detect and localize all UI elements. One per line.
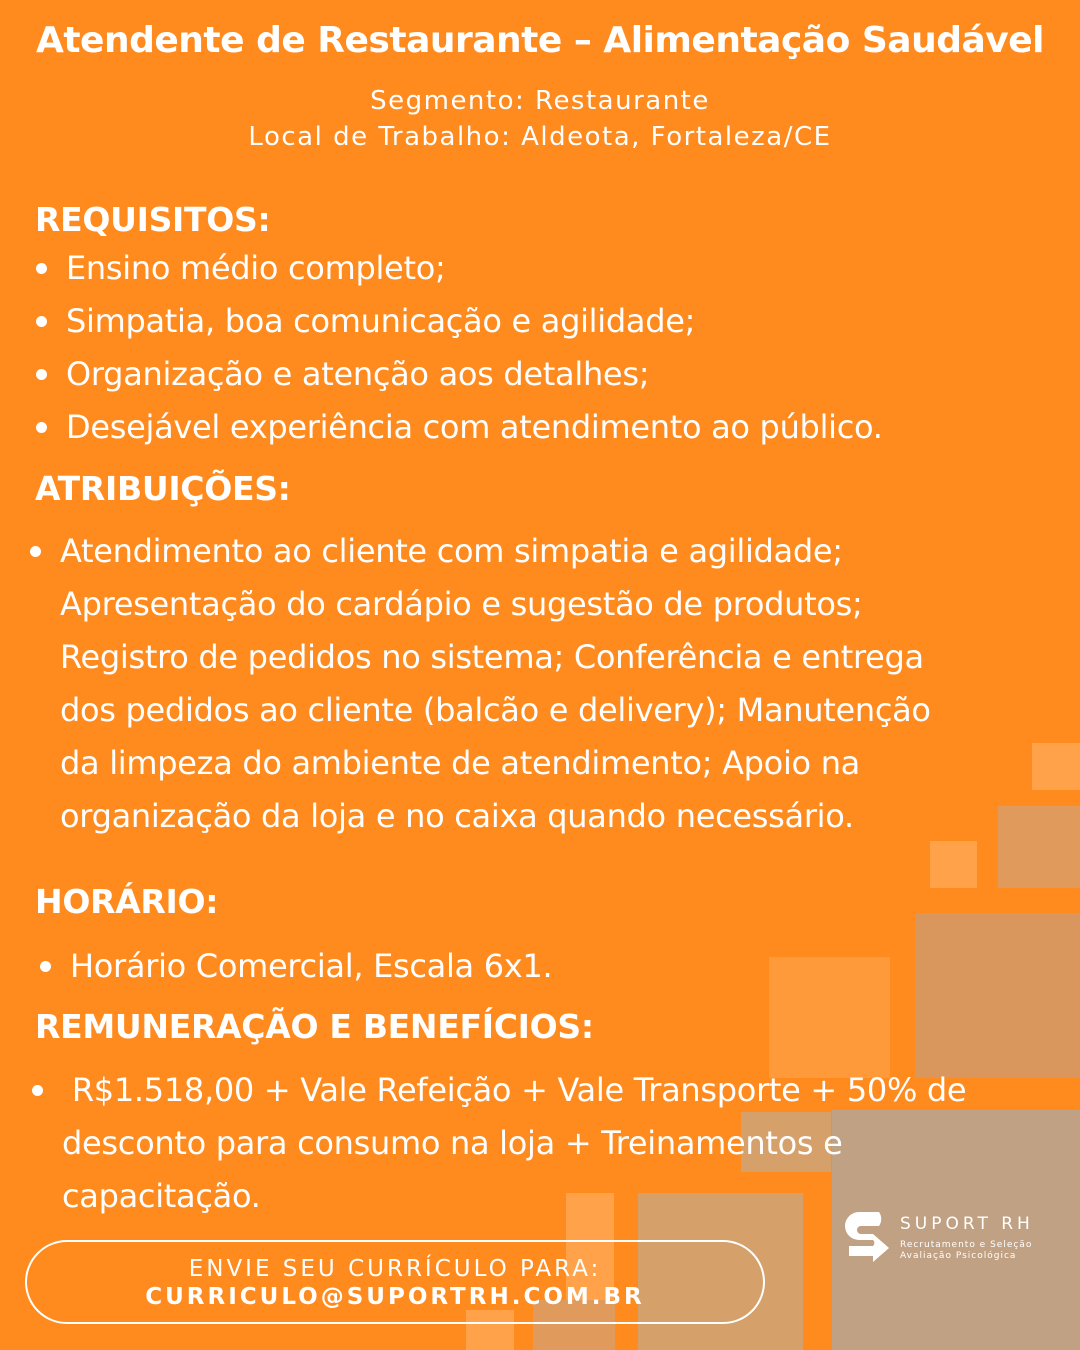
deco-square (769, 957, 890, 1078)
cta-email[interactable]: CURRICULO@SUPORTRH.COM.BR (145, 1284, 645, 1310)
requirements-heading: REQUISITOS: (35, 200, 271, 239)
duties-line: Apresentação do cardápio e sugestão de produtos; (60, 585, 863, 623)
logo-name: SUPORT RH (900, 1214, 1034, 1234)
deco-square (1032, 743, 1080, 790)
schedule-heading: HORÁRIO: (35, 882, 219, 921)
bullet-dot (36, 369, 47, 380)
requirement-item: Ensino médio completo; (66, 249, 446, 287)
compensation-line: capacitação. (62, 1177, 261, 1215)
duties-line: Atendimento ao cliente com simpatia e agilidade; (60, 532, 843, 570)
requirement-item: Desejável experiência com atendimento ao público. (66, 408, 883, 446)
s-arrow-logo-icon (845, 1210, 893, 1270)
duties-heading: ATRIBUIÇÕES: (35, 469, 291, 508)
bullet-dot (40, 961, 51, 972)
compensation-line: R$1.518,00 + Vale Refeição + Vale Transporte + 50% de (62, 1071, 967, 1109)
duties-line: Registro de pedidos no sistema; Conferência e entrega (60, 638, 924, 676)
duties-line: organização da loja e no caixa quando necessário. (60, 797, 854, 835)
suport-rh-logo (845, 1210, 1065, 1280)
send-resume-pill[interactable] (25, 1240, 765, 1324)
logo-tagline-2: Avaliação Psicológica (900, 1251, 1017, 1261)
bullet-dot (36, 263, 47, 274)
logo-tagline-1: Recrutamento e Seleção (900, 1240, 1033, 1250)
deco-square (915, 913, 1080, 1078)
duties-line: dos pedidos ao cliente (balcão e delivery); Manutenção (60, 691, 931, 729)
bullet-dot (30, 546, 41, 557)
compensation-heading: REMUNERAÇÃO E BENEFÍCIOS: (35, 1007, 594, 1046)
cta-label: ENVIE SEU CURRÍCULO PARA: (188, 1256, 602, 1282)
duties-line: da limpeza do ambiente de atendimento; Apoio na (60, 744, 860, 782)
logo-tagline (900, 1240, 1032, 1262)
requirement-item: Simpatia, boa comunicação e agilidade; (66, 302, 696, 340)
deco-square (998, 806, 1080, 888)
compensation-line: desconto para consumo na loja + Treinamentos e (62, 1124, 843, 1162)
location-text: Local de Trabalho: Aldeota, Fortaleza/CE (248, 122, 832, 152)
schedule-item: Horário Comercial, Escala 6x1. (70, 947, 553, 985)
bullet-dot (36, 422, 47, 433)
requirement-item: Organização e atenção aos detalhes; (66, 355, 650, 393)
deco-square (930, 841, 977, 888)
bullet-dot (32, 1085, 43, 1096)
segment-text: Segmento: Restaurante (370, 86, 710, 116)
bullet-dot (36, 316, 47, 327)
job-title: Atendente de Restaurante – Alimentação Saudável (35, 20, 1044, 61)
